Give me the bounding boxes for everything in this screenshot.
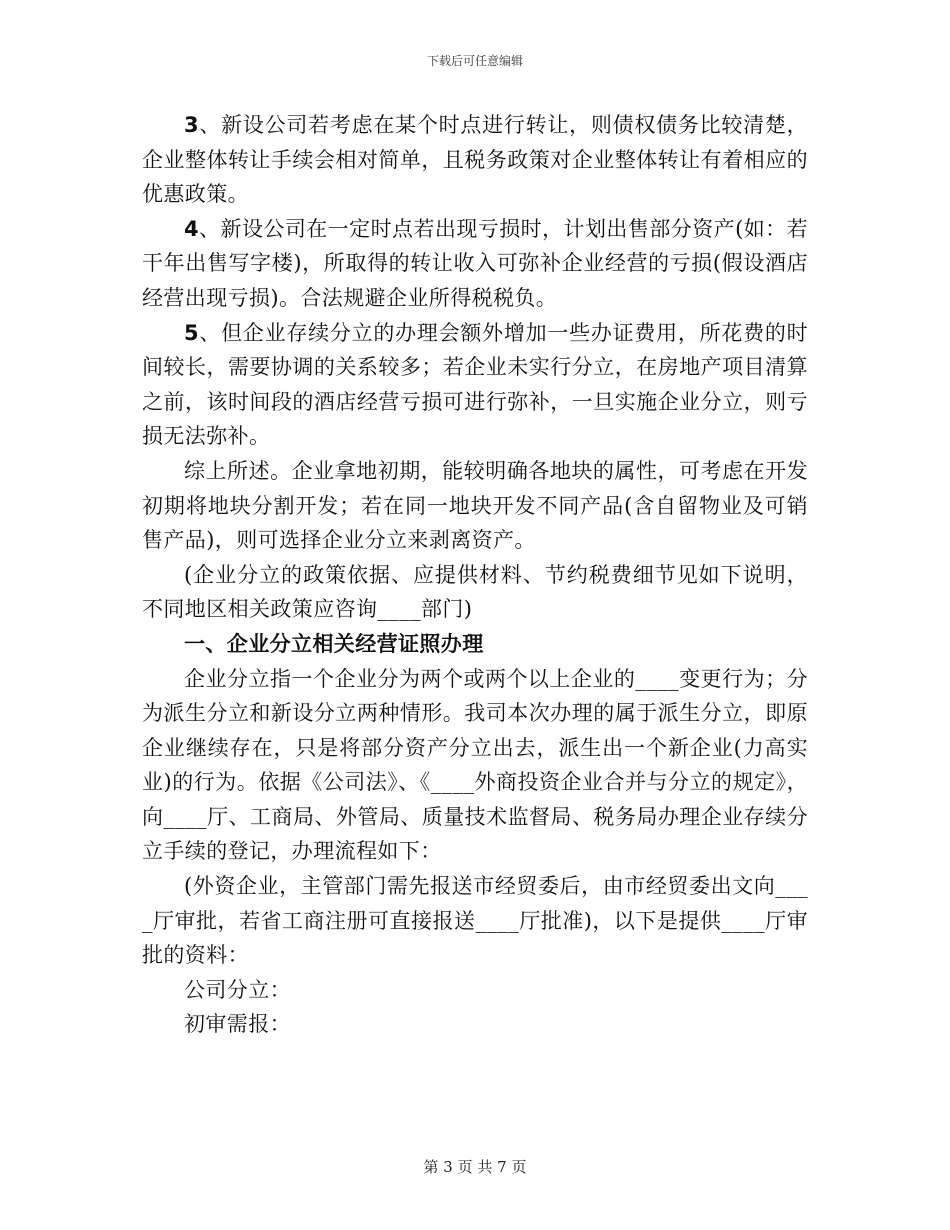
item-number: 4 [184,216,200,241]
paragraph-initial-review [142,1007,808,1042]
paragraph-text: 企业分立指一个企业分为两个或两个以上企业的____变更行为；分为派生分立和新设分立两种情形。我司本次办理的属于派生分立，即原企业继续存在，只是将部分资产分立出去，派生出一个新企业(力高实业)的行为。依据《公司法》、《____外商投资企业合并与分立的规定》，向____厅、工商局、外管局、质量技术监督局、税务局办理企业存续分立手续的登记，办理流程如下： [142,666,808,864]
paragraph-approval [142,869,808,973]
paragraph-text: 公司分立： [184,977,291,1002]
paragraph-item-3 [142,108,808,212]
paragraph-text: 综上所述。企业拿地初期，能较明确各地块的属性，可考虑在开发初期将地块分割开发；若在同一地块开发不同产品(含自留物业及可销售产品)，则可选择企业分立来剥离资产。 [142,458,808,553]
item-number: 3 [184,113,200,137]
paragraph-text: 、新设公司在一定时点若出现亏损时，计划出售部分资产(如：若干年出售写字楼)，所取得的转让收入可弥补企业经营的亏损(假设酒店经营出现亏损)。合法规避企业所得税税负。 [142,216,808,310]
section-heading: 一、企业分立相关经营证照办理 [184,631,484,656]
paragraph-definition [142,662,808,870]
paragraph-item-5 [142,316,808,454]
page-header: 下载后可任意编辑 [426,54,523,68]
document-body [142,108,808,1042]
paragraph-item-4 [142,212,808,316]
paragraph-text: 初审需报： [184,1012,291,1037]
paragraph-text: 、新设公司若考虑在某个时点进行转让，则债权债务比较清楚，企业整体转让手续会相对简单，且税务政策对企业整体转让有着相应的优惠政策。 [142,113,808,207]
paragraph-text: 、但企业存续分立的办理会额外增加一些办证费用，所花费的时间较长，需要协调的关系较多；若企业未实行分立，在房地产项目清算之前，该时间段的酒店经营亏损可进行弥补，一旦实施企业分立，则亏损无法弥补。 [142,320,808,449]
page-footer: 第 3 页 共 7 页 [423,1158,527,1176]
paragraph-text: (企业分立的政策依据、应提供材料、节约税费细节见如下说明，不同地区相关政策应咨询____部门) [142,562,808,622]
paragraph-note [142,558,808,627]
item-number: 5 [184,320,200,345]
paragraph-company-split [142,973,808,1008]
paragraph-summary [142,454,808,558]
paragraph-text: (外资企业，主管部门需先报送市经贸委后，由市经贸委出文向____厅审批，若省工商注册可直接报送____厅批准)，以下是提供____厅审批的资料： [142,874,808,968]
